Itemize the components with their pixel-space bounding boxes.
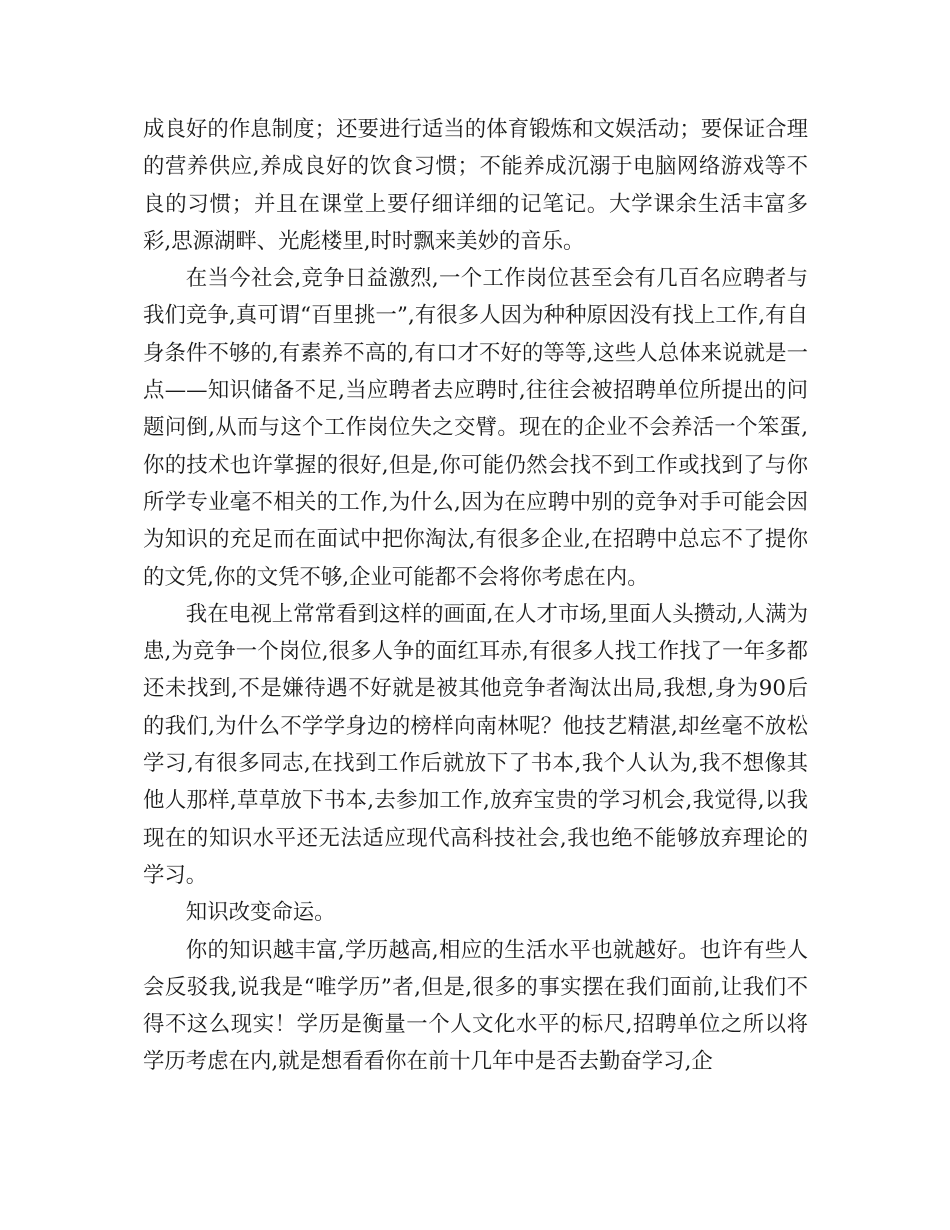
paragraph-2: 在当今社会,竞争日益激烈,一个工作岗位甚至会有几百名应聘者与我们竞争,真可谓“百里挑一”,有很多人因为种种原因没有找上工作,有自身条件不够的,有素养不高的,有口才不好的等等,这些人总体来说就是一点——知识储备不足,当应聘者去应聘时,往往会被招聘单位所提出的问题问倒,从而与这个工作岗位失之交臂。现在的企业不会养活一个笨蛋,你的技术也许掌握的很好,但是,你可能仍然会找不到工作或找到了与你所学专业毫不相关的工作,为什么,因为在应聘中别的竞争对手可能会因为知识的充足而在面试中把你淘汰,有很多企业,在招聘中总忘不了提你的文凭,你的文凭不够,企业可能都不会将你考虑在内。 <box>143 266 808 590</box>
paragraph-4: 知识改变命运。 <box>185 900 336 926</box>
paragraph-1: 成良好的作息制度；还要进行适当的体育锻炼和文娱活动；要保证合理的营养供应,养成良好的饮食习惯；不能养成沉溺于电脑网络游戏等不良的习惯；并且在课堂上要仔细详细的记笔记。大学课余生活丰富多彩,思源湖畔、光彪楼里,时时飘来美妙的音乐。 <box>143 117 808 254</box>
paragraph-3: 我在电视上常常看到这样的画面,在人才市场,里面人头攒动,人满为患,为竞争一个岗位,很多人争的面红耳赤,有很多人找工作找了一年多都还未找到,不是嫌待遇不好就是被其他竞争者淘汰出局,我想,身为90后的我们,为什么不学学身边的榜样向南林呢？他技艺精湛,却丝毫不放松学习,有很多同志,在找到工作后就放下了书本,我个人认为,我不想像其他人那样,草草放下书本,去参加工作,放弃宝贵的学习机会,我觉得,以我现在的知识水平还无法适应现代高科技社会,我也绝不能够放弃理论的学习。 <box>143 601 808 888</box>
document-body <box>143 111 808 1081</box>
paragraph-5: 你的知识越丰富,学历越高,相应的生活水平也就越好。也许有些人会反驳我,说我是“唯学历”者,但是,很多的事实摆在我们面前,让我们不得不这么现实！学历是衡量一个人文化水平的标尺,招聘单位之所以将学历考虑在内,就是想看看你在前十几年中是否去勤奋学习,企 <box>143 937 808 1075</box>
